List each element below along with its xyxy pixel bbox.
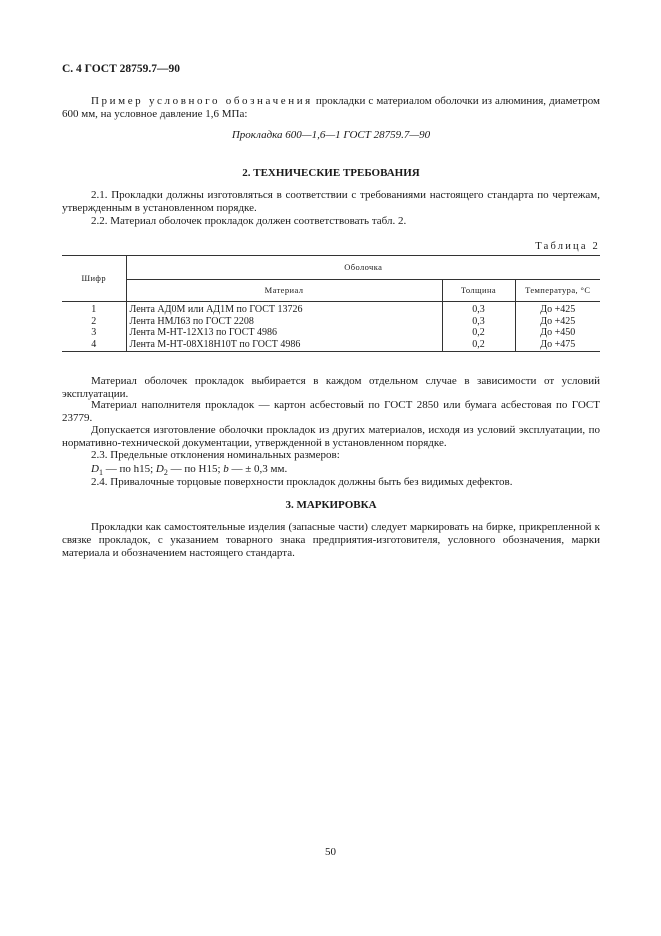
- example-text: прокладки с материалом оболочки из алюминия, диаметром 600 мм, на условное давление 1,6 МПа:: [62, 95, 600, 120]
- paragraph-2-3: 2.3. Предельные отклонения номинальных размеров:: [91, 449, 340, 461]
- table-caption: Таблица 2: [535, 241, 600, 252]
- header-temperature: Температура, °С: [515, 280, 600, 302]
- page-number: 50: [325, 846, 336, 858]
- table-row: 4 Лента М-НТ-08Х18Н10Т по ГОСТ 4986 0,2 До +475: [62, 339, 600, 352]
- paragraph-2-4: 2.4. Привалочные торцовые поверхности прокладок должны быть без видимых дефектов.: [91, 476, 513, 488]
- paragraph-material-choice: Материал оболочек прокладок выбирается в каждом отдельном случае в зависимости от условий эксплуатации.: [62, 375, 600, 400]
- example-designation: Прокладка 600—1,6—1 ГОСТ 28759.7—90: [231, 129, 431, 141]
- table-row: 3 Лента М-НТ-12Х13 по ГОСТ 4986 0,2 До +450: [62, 327, 600, 339]
- header-group: Оболочка: [126, 256, 600, 280]
- section3-title: 3. МАРКИРОВКА: [285, 499, 377, 511]
- header-thickness: Толщина: [442, 280, 515, 302]
- header-code: Шифр: [62, 256, 126, 302]
- example-paragraph: [62, 95, 600, 121]
- paragraph-2-1: 2.1. Прокладки должны изготовляться в соответствии с требованиями настоящего стандарта по чертежам, утвержденным в установленном порядке.: [62, 189, 600, 214]
- paragraph-alternatives: Допускается изготовление оболочки прокладок из других материалов, исходя из условий эксплуатации, по нормативно-технической документации, утвержденной в установленном порядке.: [62, 424, 600, 449]
- page-header: С. 4 ГОСТ 28759.7—90: [62, 63, 181, 75]
- section2-title: 2. ТЕХНИЧЕСКИЕ ТРЕБОВАНИЯ: [242, 167, 420, 179]
- materials-table: [62, 255, 600, 352]
- table-row: 1 Лента АД0М или АД1М по ГОСТ 13726 0,3 До +425: [62, 302, 600, 316]
- paragraph-filler: Материал наполнителя прокладок — картон асбестовый по ГОСТ 2850 или бумага асбестовая по ГОСТ 23779.: [62, 399, 600, 424]
- example-lead: Пример условного обозначения: [91, 95, 313, 107]
- table-row: 2 Лента НМЛ63 по ГОСТ 2208 0,3 До +425: [62, 316, 600, 328]
- tolerances-line: $D_1$ — по h15; $D_2$ — по H15; b — ± 0,3 мм.: [91, 463, 288, 478]
- paragraph-2-2: 2.2. Материал оболочек прокладок должен соответствовать табл. 2.: [91, 215, 407, 227]
- paragraph-marking: Прокладки как самостоятельные изделия (запасные части) следует маркировать на бирке, прикрепленной к связке прокладок, с указанием товарного знака предприятия-изготовителя, условного обозначения, марки материала и обозначением настоящего стандарта.: [62, 521, 600, 559]
- header-material: Материал: [126, 280, 442, 302]
